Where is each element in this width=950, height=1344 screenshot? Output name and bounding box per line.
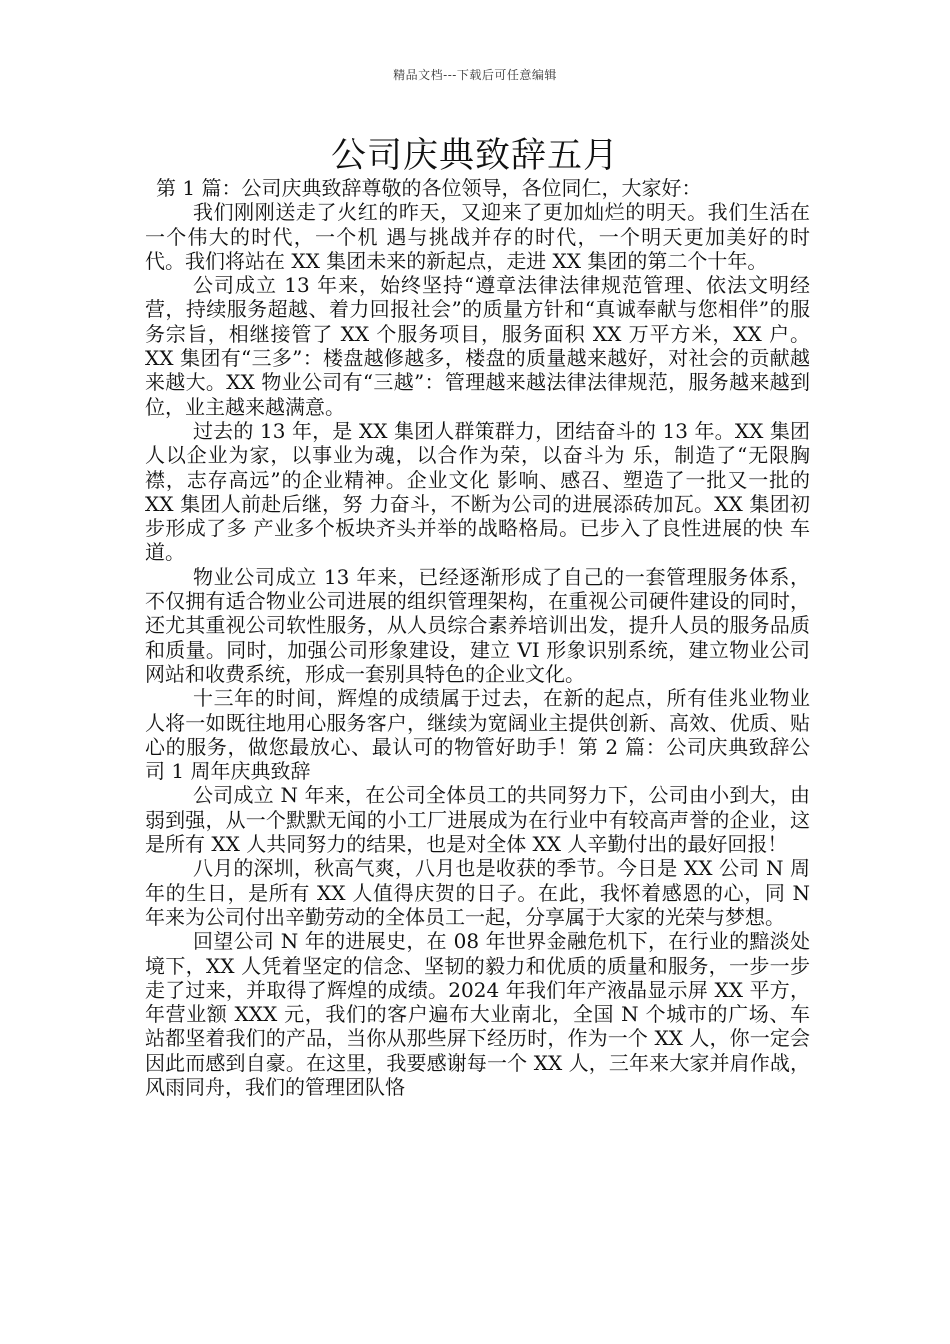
paragraph-8: 八月的深圳，秋高气爽，八月也是收获的季节。今日是 XX 公司 N 周年的生日，是所有 XX 人值得庆贺的日子。在此，我怀着感恩的心，同 N 年来为公司付出辛勤劳动的全体员工一起，分享属于大家的光荣与梦想。 — [145, 856, 810, 929]
paragraph-5: 物业公司成立 13 年来，已经逐渐形成了自己的一套管理服务体系，不仅拥有适合物业公司进展的组织管理架构，在重视公司硬件建设的同时，还尤其重视公司软性服务，从人员综合素养培训出发，提升人员的服务品质和质量。同时，加强公司形象建设，建立 VI 形象识别系统，建立物业公司网站和收费系统，形成一套别具特色的企业文化。 — [145, 564, 810, 686]
document-body — [145, 176, 810, 1099]
paragraph-9: 回望公司 N 年的进展史，在 08 年世界金融危机下，在行业的黯淡处境下，XX 人凭着坚定的信念、坚韧的毅力和优质的质量和服务，一步一步走了过来，并取得了辉煌的成绩。2024 年我们年产液晶显示屏 XX 平方，年营业额 XXX 元，我们的客户遍布大业南北，全国 N 个城市的广场、车站都坚着我们的产品，当你从那些屏下经历时，作为一个 XX 人，你一定会因此而感到自豪。在这里，我要感谢每一个 XX 人，三年来大家并肩作战，风雨同舟，我们的管理团队恪 — [145, 929, 810, 1099]
paragraph-3: 公司成立 13 年来，始终坚持“遵章法律法律规范管理、依法文明经营，持续服务超越、着力回报社会”的质量方针和“真诚奉献与您相伴”的服务宗旨，相继接管了 XX 个服务项目，服务面积 XX 万平方米，XX 户。XX 集团有“三多”：楼盘越修越多，楼盘的质量越来越好，对社会的贡献越来越大。XX 物业公司有“三越”：管理越来越法律法律规范，服务越来越到位，业主越来越满意。 — [145, 273, 810, 419]
paragraph-1: 第 1 篇：公司庆典致辞尊敬的各位领导，各位同仁，大家好： — [156, 176, 702, 200]
document-title: 公司庆典致辞五月 — [330, 136, 619, 176]
paragraph-4: 过去的 13 年，是 XX 集团人群策群力，团结奋斗的 13 年。XX 集团人以企业为家，以事业为魂，以合作为荣，以奋斗为 乐，制造了“无限胸襟，志存高远”的企业精神。企业文化 影响、感召、塑造了一批又一批的 XX 集团人前赴后继，努 力奋斗，不断为公司的进展添砖加瓦。XX 集团初步形成了多 产业多个板块齐头并举的战略格局。已步入了良性进展的快 车道。 — [145, 418, 810, 565]
paragraph-2: 我们刚刚送走了火红的昨天，又迎来了更加灿烂的明天。我们生活在一个伟大的时代，一个机 遇与挑战并存的时代，一个明天更加美好的时代。我们将站在 XX 集团未来的新起点，走进 XX 集团的第二个十年。 — [145, 200, 810, 273]
paragraph-6: 十三年的时间，辉煌的成绩属于过去，在新的起点，所有佳兆业物业人将一如既往地用心服务客户，继续为宽阔业主提供创新、高效、优质、贴心的服务，做您最放心、最认可的物管好助手！第 2 篇：公司庆典致辞公司 1 周年庆典致辞 — [145, 686, 810, 784]
header-note: 精品文档---下载后可任意编辑 — [393, 68, 557, 82]
paragraph-7: 公司成立 N 年来，在公司全体员工的共同努力下，公司由小到大，由弱到强，从一个默默无闻的小工厂进展成为在行业中有较高声誉的企业，这是所有 XX 人共同努力的结果，也是对全体 XX 人辛勤付出的最好回报！ — [145, 783, 810, 857]
